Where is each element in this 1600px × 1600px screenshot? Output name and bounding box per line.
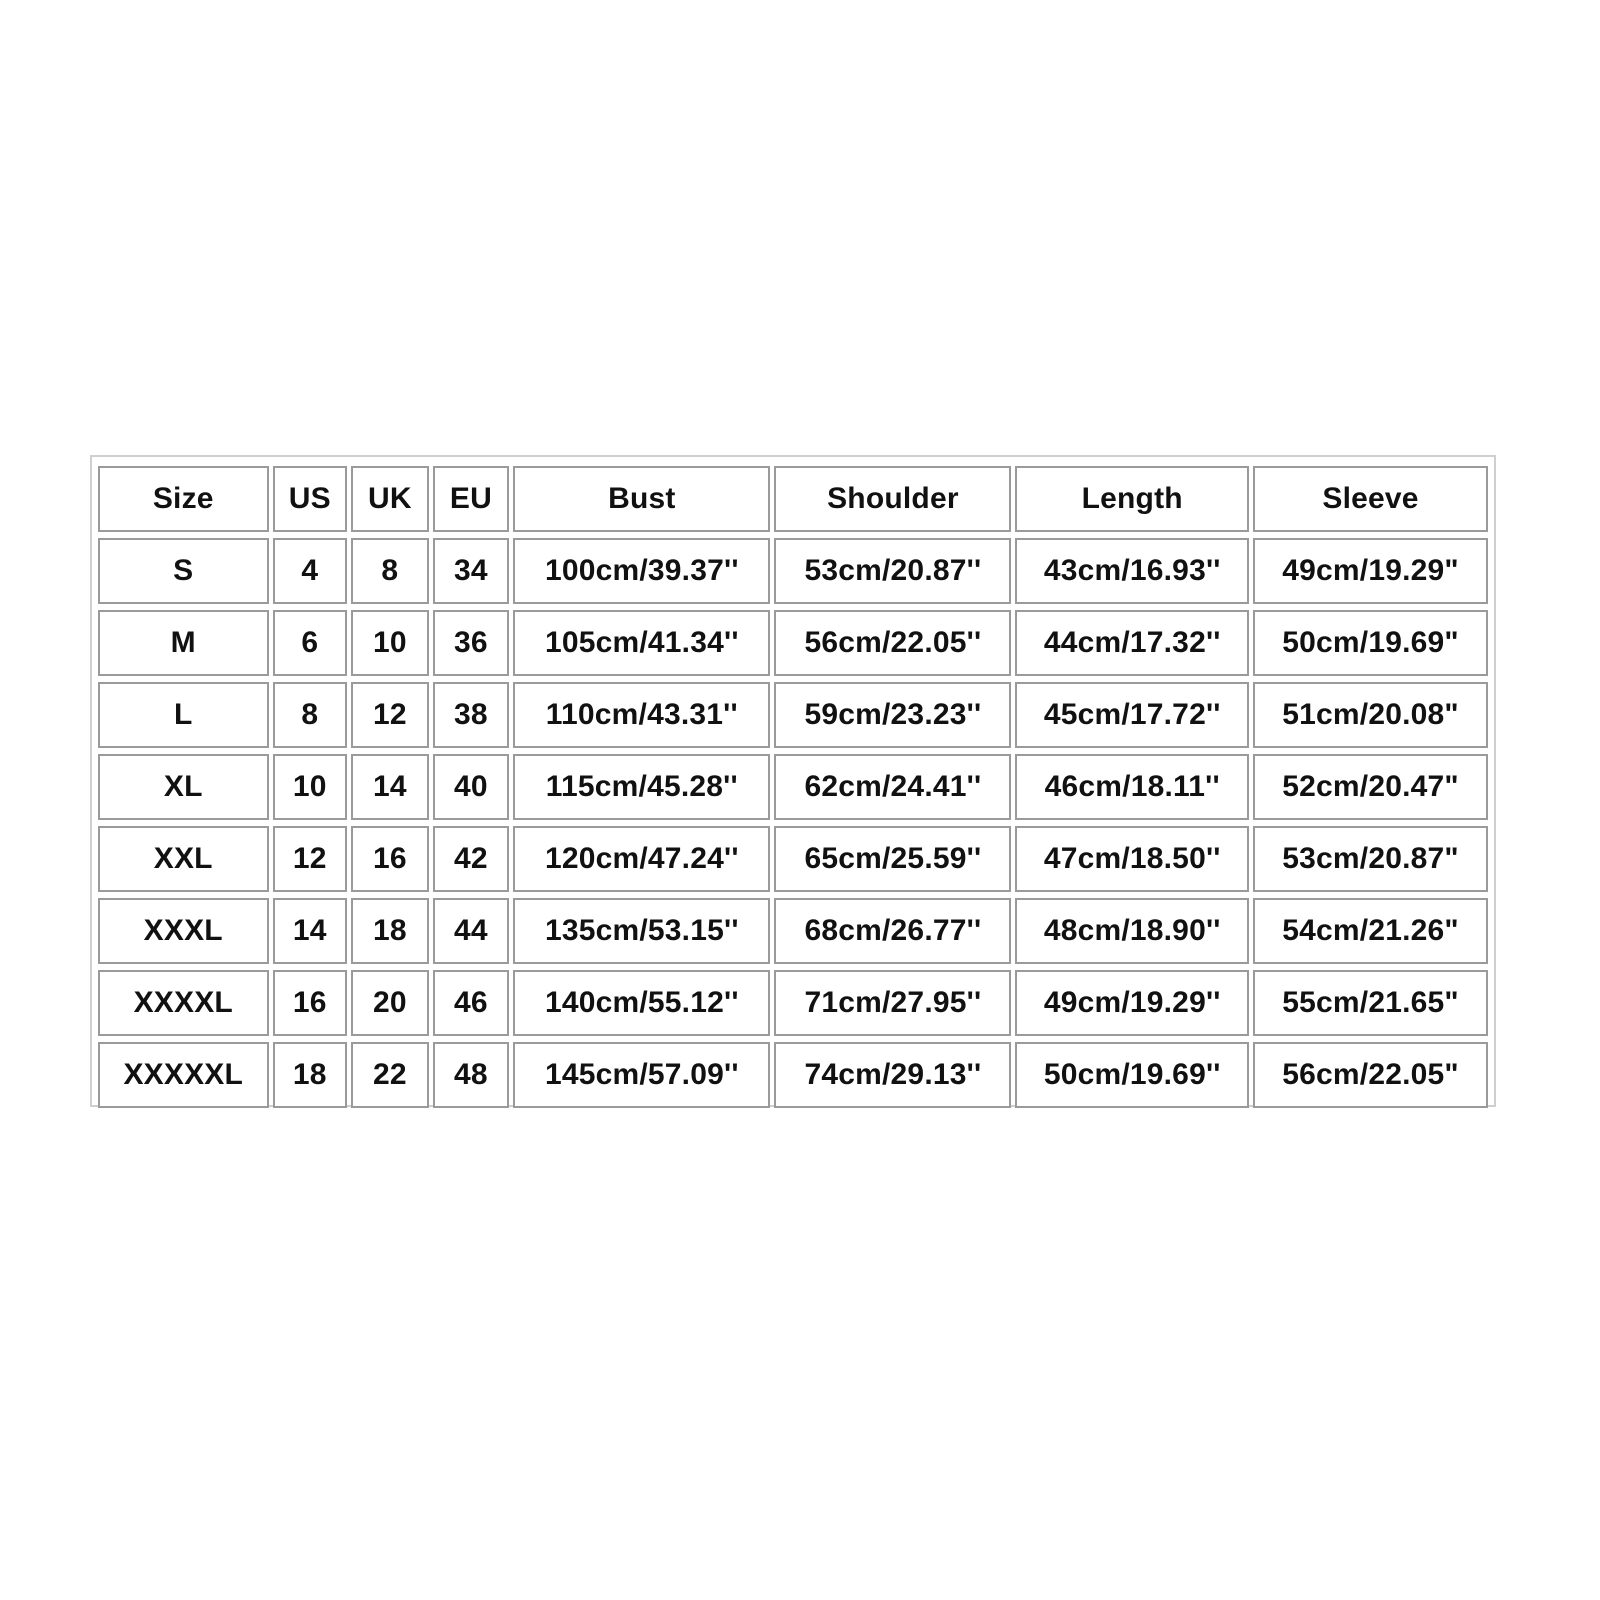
cell-eu: 44 xyxy=(433,898,510,964)
header-length: Length xyxy=(1015,466,1249,532)
cell-us: 12 xyxy=(273,826,348,892)
cell-uk: 22 xyxy=(351,1042,429,1108)
header-eu: EU xyxy=(433,466,510,532)
cell-bust: 105cm/41.34'' xyxy=(513,610,770,676)
cell-bust: 100cm/39.37'' xyxy=(513,538,770,604)
cell-uk: 20 xyxy=(351,970,429,1036)
cell-uk: 14 xyxy=(351,754,429,820)
cell-sleeve: 50cm/19.69" xyxy=(1253,610,1488,676)
header-us: US xyxy=(273,466,348,532)
cell-shoulder: 59cm/23.23'' xyxy=(774,682,1011,748)
cell-size: M xyxy=(98,610,269,676)
cell-eu: 34 xyxy=(433,538,510,604)
size-table-body xyxy=(98,538,1488,1108)
size-table xyxy=(94,460,1492,1114)
cell-size: XXXXXL xyxy=(98,1042,269,1108)
cell-us: 16 xyxy=(273,970,348,1036)
table-row xyxy=(98,970,1488,1036)
cell-us: 4 xyxy=(273,538,348,604)
header-row xyxy=(98,466,1488,532)
cell-bust: 110cm/43.31'' xyxy=(513,682,770,748)
table-row xyxy=(98,898,1488,964)
cell-sleeve: 55cm/21.65" xyxy=(1253,970,1488,1036)
cell-shoulder: 68cm/26.77'' xyxy=(774,898,1011,964)
table-row xyxy=(98,826,1488,892)
header-shoulder: Shoulder xyxy=(774,466,1011,532)
cell-eu: 38 xyxy=(433,682,510,748)
cell-length: 43cm/16.93'' xyxy=(1015,538,1249,604)
cell-uk: 16 xyxy=(351,826,429,892)
cell-size: XL xyxy=(98,754,269,820)
cell-bust: 140cm/55.12'' xyxy=(513,970,770,1036)
cell-sleeve: 53cm/20.87" xyxy=(1253,826,1488,892)
cell-bust: 145cm/57.09'' xyxy=(513,1042,770,1108)
cell-us: 8 xyxy=(273,682,348,748)
size-chart xyxy=(90,455,1496,1107)
cell-length: 45cm/17.72'' xyxy=(1015,682,1249,748)
cell-shoulder: 71cm/27.95'' xyxy=(774,970,1011,1036)
cell-eu: 36 xyxy=(433,610,510,676)
cell-length: 50cm/19.69'' xyxy=(1015,1042,1249,1108)
table-row xyxy=(98,754,1488,820)
cell-sleeve: 49cm/19.29" xyxy=(1253,538,1488,604)
cell-shoulder: 62cm/24.41'' xyxy=(774,754,1011,820)
table-row xyxy=(98,1042,1488,1108)
cell-length: 46cm/18.11'' xyxy=(1015,754,1249,820)
cell-size: S xyxy=(98,538,269,604)
table-row xyxy=(98,682,1488,748)
cell-length: 49cm/19.29'' xyxy=(1015,970,1249,1036)
cell-shoulder: 65cm/25.59'' xyxy=(774,826,1011,892)
cell-eu: 40 xyxy=(433,754,510,820)
cell-length: 44cm/17.32'' xyxy=(1015,610,1249,676)
cell-size: XXXL xyxy=(98,898,269,964)
table-row xyxy=(98,538,1488,604)
header-uk: UK xyxy=(351,466,429,532)
cell-size: L xyxy=(98,682,269,748)
cell-shoulder: 74cm/29.13'' xyxy=(774,1042,1011,1108)
cell-eu: 42 xyxy=(433,826,510,892)
table-row xyxy=(98,610,1488,676)
cell-us: 6 xyxy=(273,610,348,676)
header-size: Size xyxy=(98,466,269,532)
cell-bust: 135cm/53.15'' xyxy=(513,898,770,964)
cell-us: 14 xyxy=(273,898,348,964)
cell-uk: 8 xyxy=(351,538,429,604)
cell-bust: 120cm/47.24'' xyxy=(513,826,770,892)
header-sleeve: Sleeve xyxy=(1253,466,1488,532)
header-bust: Bust xyxy=(513,466,770,532)
cell-uk: 18 xyxy=(351,898,429,964)
cell-length: 47cm/18.50'' xyxy=(1015,826,1249,892)
cell-us: 10 xyxy=(273,754,348,820)
cell-shoulder: 56cm/22.05'' xyxy=(774,610,1011,676)
cell-uk: 10 xyxy=(351,610,429,676)
cell-uk: 12 xyxy=(351,682,429,748)
cell-eu: 46 xyxy=(433,970,510,1036)
cell-sleeve: 56cm/22.05" xyxy=(1253,1042,1488,1108)
cell-sleeve: 51cm/20.08" xyxy=(1253,682,1488,748)
cell-sleeve: 54cm/21.26" xyxy=(1253,898,1488,964)
cell-sleeve: 52cm/20.47" xyxy=(1253,754,1488,820)
cell-size: XXL xyxy=(98,826,269,892)
cell-bust: 115cm/45.28'' xyxy=(513,754,770,820)
cell-shoulder: 53cm/20.87'' xyxy=(774,538,1011,604)
cell-length: 48cm/18.90'' xyxy=(1015,898,1249,964)
cell-size: XXXXL xyxy=(98,970,269,1036)
cell-us: 18 xyxy=(273,1042,348,1108)
cell-eu: 48 xyxy=(433,1042,510,1108)
